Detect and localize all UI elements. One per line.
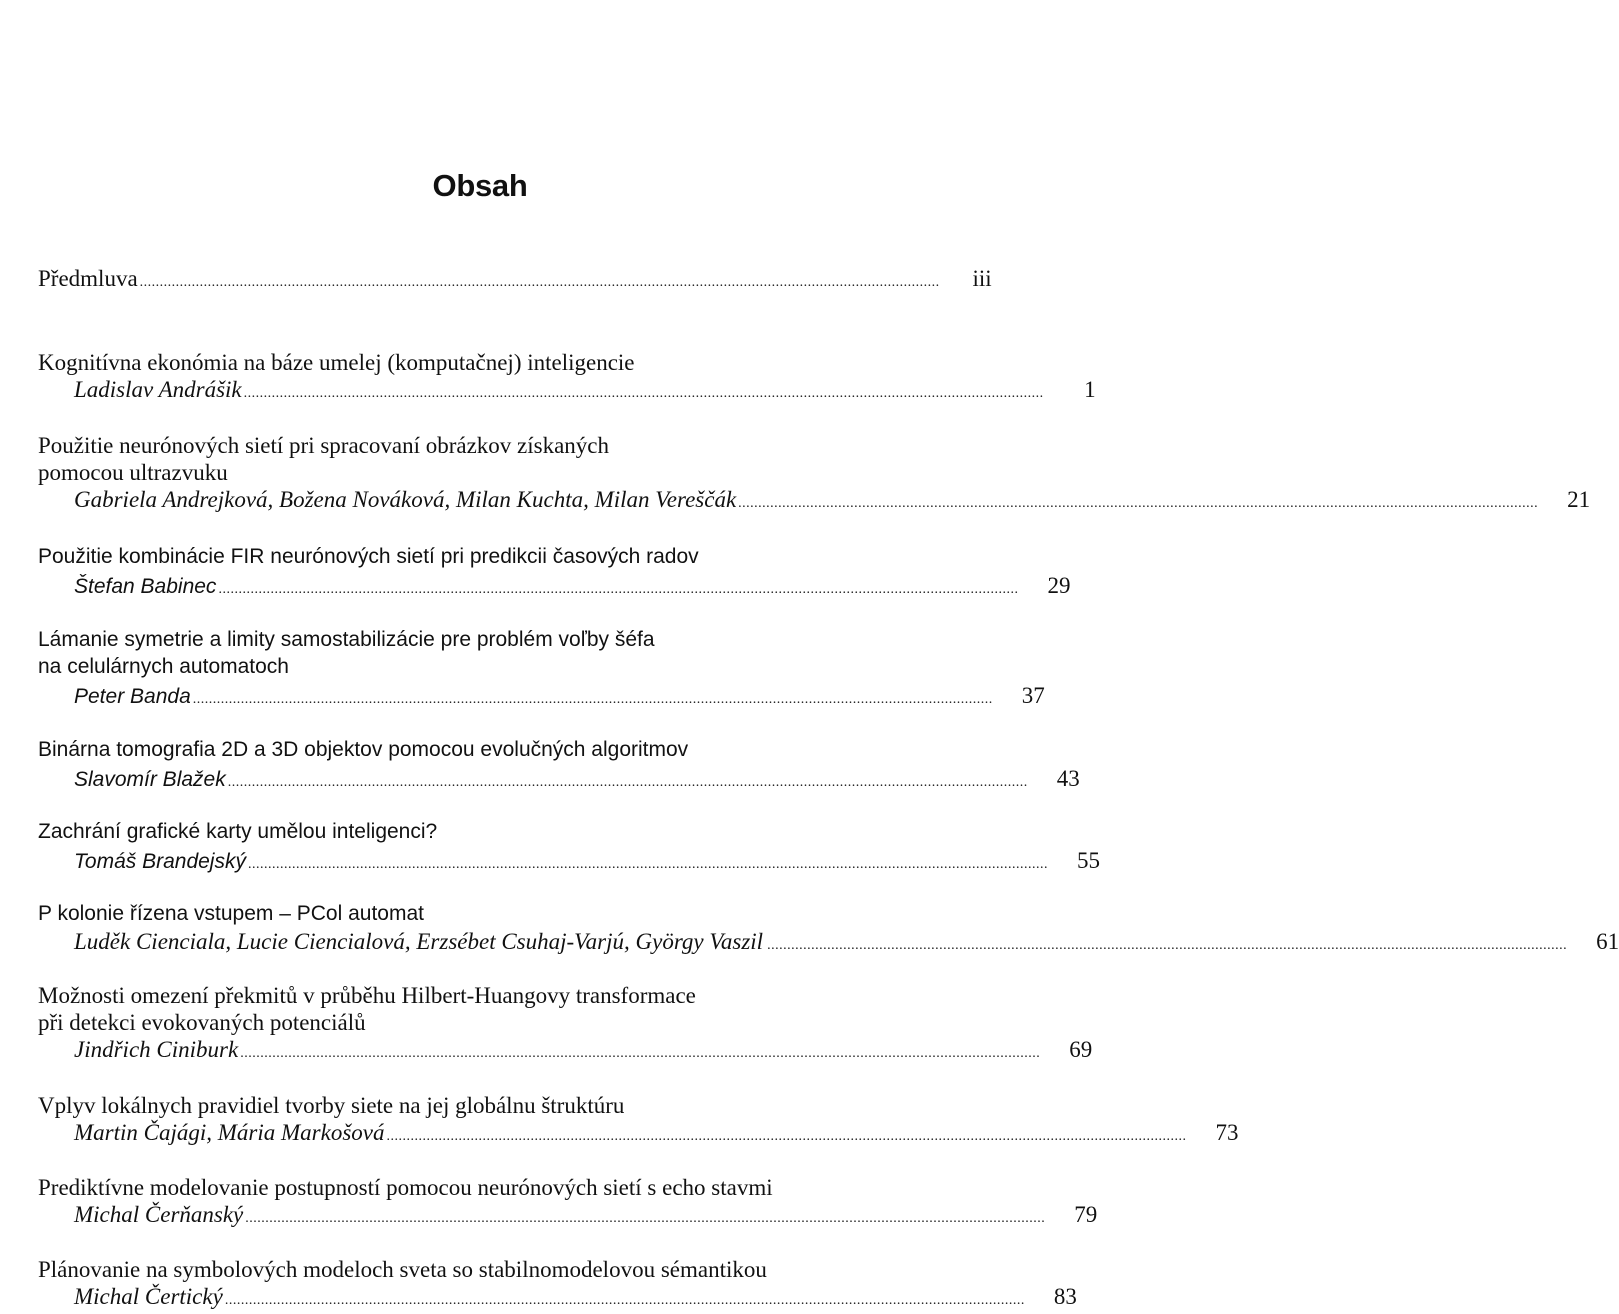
toc-page-number: 21 <box>1567 487 1591 512</box>
toc-leader-line <box>38 1201 1098 1232</box>
toc-entry-title: Lámanie symetrie a limity samostabilizácie pre problém voľby šéfa <box>38 628 655 651</box>
toc-entry-title: při detekci evokovaných potenciálů <box>38 1010 366 1035</box>
dot-leader: ........................................................................................................................................................................................................ <box>767 938 1568 953</box>
toc-entry-authors: Martin Čajági, Mária Markošová <box>74 1120 385 1145</box>
dot-leader: ........................................................................................................................................................................................................ <box>243 386 1044 401</box>
dot-leader: ........................................................................................................................................................................................................ <box>738 496 1539 511</box>
toc-entry-authors: Slavomír Blažek <box>74 768 226 791</box>
toc-entry-authors: Ladislav Andrášik <box>74 377 242 402</box>
dot-leader: ........................................................................................................................................................................................................ <box>240 1046 1041 1061</box>
toc-entry-title: Binárna tomografia 2D a 3D objektov pomocou evolučných algoritmov <box>38 738 689 761</box>
toc-leader-line <box>38 486 1591 517</box>
toc-leader-line <box>38 765 1080 796</box>
dot-leader: ........................................................................................................................................................................................................ <box>192 692 993 707</box>
toc-entry-authors: Jindřich Ciniburk <box>74 1037 239 1062</box>
toc-entry-authors: Peter Banda <box>74 685 191 708</box>
toc-leader-line <box>38 682 1045 713</box>
toc-leader-line <box>38 1119 1239 1150</box>
toc-entry-title: pomocou ultrazvuku <box>38 460 228 485</box>
toc-entry <box>38 543 1071 603</box>
toc-entry-authors: Gabriela Andrejková, Božena Nováková, Milan Kuchta, Milan Vereščák <box>74 487 737 512</box>
toc-entry-title: P kolonie řízena vstupem – PCol automat <box>38 902 424 925</box>
toc-entry <box>38 432 1591 517</box>
toc-entry-title: Předmluva <box>38 266 138 291</box>
dot-leader: ........................................................................................................................................................................................................ <box>386 1129 1187 1144</box>
toc-entry-authors: Luděk Cienciala, Lucie Ciencialová, Erzsébet Csuhaj-Varjú, György Vaszil <box>74 929 764 954</box>
toc-page-number: 61 <box>1596 929 1619 954</box>
toc-leader-line <box>38 847 1100 878</box>
toc-entry <box>38 1256 1077 1314</box>
toc-page-number: 1 <box>1084 377 1096 402</box>
toc-entry <box>38 818 1100 878</box>
toc-entry <box>38 1092 1239 1150</box>
toc-page-number: 73 <box>1215 1120 1239 1145</box>
toc-entry-authors: Michal Čerňanský <box>74 1202 244 1227</box>
dot-leader: ........................................................................................................................................................................................................ <box>245 1211 1046 1226</box>
dot-leader: ........................................................................................................................................................................................................ <box>139 275 940 290</box>
toc-entry-title: Plánovanie na symbolových modeloch sveta so stabilnomodelovou sémantikou <box>38 1257 767 1282</box>
toc-entry <box>38 736 1080 796</box>
toc-entry-authors: Michal Čertický <box>74 1284 223 1309</box>
toc-page-number: 37 <box>1021 683 1045 708</box>
dot-leader: ........................................................................................................................................................................................................ <box>218 582 1019 597</box>
toc-leader-line <box>38 572 1071 603</box>
toc-page-number: 79 <box>1074 1202 1098 1227</box>
toc-leader-line <box>38 1283 1077 1314</box>
toc-leader-line <box>38 1036 1093 1067</box>
toc-entry <box>38 1174 1098 1232</box>
toc-entry-title: Použitie neurónových sietí pri spracovaní obrázkov získaných <box>38 433 610 458</box>
toc-page-number: 55 <box>1076 848 1100 873</box>
toc-page-number: iii <box>972 266 992 291</box>
toc-entry-title: na celulárnych automatoch <box>38 655 289 678</box>
toc-entry <box>38 900 1619 959</box>
toc-entry-title: Použitie kombinácie FIR neurónových sietí pri predikcii časových radov <box>38 545 699 568</box>
toc-entry <box>38 349 1096 407</box>
toc-leader-line <box>38 928 1619 959</box>
toc-entry <box>38 982 1093 1067</box>
toc-leader-line <box>38 265 992 296</box>
dot-leader: ........................................................................................................................................................................................................ <box>224 1293 1025 1308</box>
toc-entry-title: Vplyv lokálnych pravidiel tvorby siete na jej globálnu štruktúru <box>38 1093 625 1118</box>
toc-entry-authors: Štefan Babinec <box>74 575 217 598</box>
dot-leader: ........................................................................................................................................................................................................ <box>227 775 1028 790</box>
toc-entry-title: Zachrání grafické karty umělou inteligenci? <box>38 820 438 843</box>
dot-leader: ........................................................................................................................................................................................................ <box>247 857 1048 872</box>
toc-page-number: 43 <box>1056 766 1080 791</box>
toc-entry <box>38 626 1045 713</box>
toc-entry-authors: Tomáš Brandejský <box>74 850 246 873</box>
toc-entry-preface <box>38 265 992 296</box>
toc-leader-line <box>38 376 1096 407</box>
toc-page-number: 29 <box>1047 573 1071 598</box>
toc-entry-title: Prediktívne modelovanie postupností pomocou neurónových sietí s echo stavmi <box>38 1175 773 1200</box>
toc-entry-title: Kognitívna ekonómia na báze umelej (komputačnej) inteligencie <box>38 350 635 375</box>
toc-page-number: 83 <box>1053 1284 1077 1309</box>
toc-page-number: 69 <box>1069 1037 1093 1062</box>
toc-entry-title: Možnosti omezení překmitů v průběhu Hilbert-Huangovy transformace <box>38 983 696 1008</box>
page-title: Obsah <box>432 168 528 203</box>
